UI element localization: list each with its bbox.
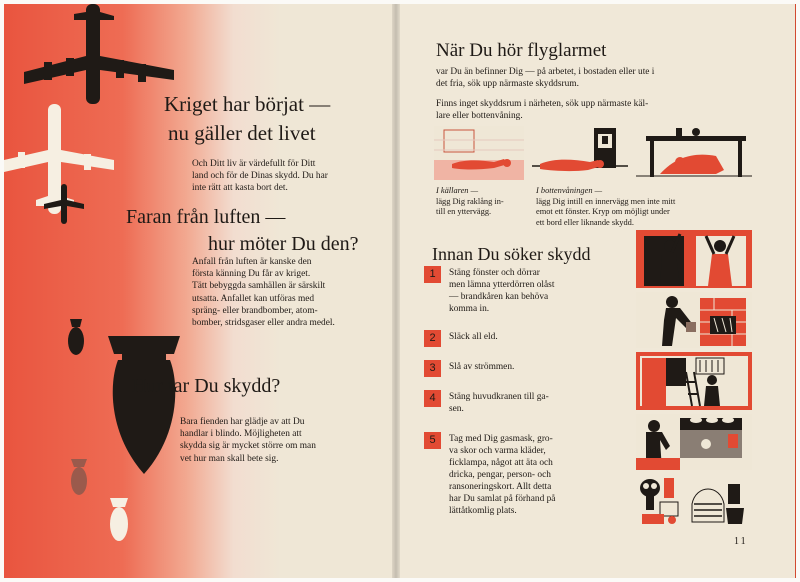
- closing-windows-illustration: [636, 230, 752, 288]
- turn-off-gas-illustration: [636, 414, 752, 470]
- air-danger-heading: Faran från luften — hur möter Du den?: [126, 206, 359, 255]
- shelter-heading: Hur tar Du skydd?: [132, 375, 281, 397]
- main-heading: Kriget har börjat — nu gäller det livet: [164, 92, 331, 145]
- before-shelter-heading: Innan Du söker skydd: [432, 244, 591, 264]
- bomber-plane-black-icon: [24, 4, 174, 104]
- booklet-spread: [4, 4, 796, 578]
- step-text: Slå av strömmen.: [449, 362, 515, 372]
- shelter-text: Bara fienden har glädje av att Du handlar i blindo. Möjligheten att skydda sig är mycket större om man vet hur man skall bete sig.: [180, 417, 316, 464]
- book-gutter: [392, 4, 400, 578]
- small-plane-icon: [44, 184, 84, 224]
- right-page: [400, 4, 796, 578]
- step-text: Stäng huvudkranen till ga- sen.: [449, 392, 549, 414]
- ground-floor-illustration: [532, 126, 628, 180]
- large-bomb-icon: [104, 336, 184, 476]
- cellar-illustration: [434, 126, 524, 180]
- left-page: [4, 4, 400, 578]
- intro-text: Och Ditt liv är värdefullt för Ditt land och för de Dinas skydd. Du har inte rätt att kasta bort det.: [192, 159, 328, 194]
- step-5: [424, 432, 604, 522]
- ground-floor-caption: I bottenvåningen — lägg Dig intill en innervägg men inte mitt emot ett fönster. Kryp om möjligt under ett bord eller liknande skydd.: [536, 186, 676, 227]
- step-1: [424, 266, 604, 322]
- air-danger-text: Anfall från luften är kanske den första känning Du får av kriget. Tätt bebyggda samhällen är särskilt utsatta. Anfallet kan utföras med spräng- eller brandbomber, atom- bomber, stridsgaser eller andra medel.: [192, 257, 335, 329]
- cellar-caption: I källaren — lägg Dig raklång in- till en yttervägg.: [436, 186, 504, 216]
- step-text: Stäng fönster och dörrar men lämna ytterdörren olåst — brandkåren kan behöva komma in.: [449, 268, 555, 314]
- step-text: Släck all eld.: [449, 332, 498, 342]
- switch-off-power-illustration: [636, 352, 752, 410]
- step-text: Tag med Dig gasmask, gro- va skor och varma kläder, ficklampa, något att äta och dricka, pengar, person- och ransoneringskort. Allt detta har Du samlat på förhand på lättåtkomlig plats.: [449, 434, 556, 516]
- step-number: 1: [424, 266, 441, 283]
- small-bomb-icon: [66, 319, 86, 359]
- step-4: [424, 390, 604, 418]
- air-alarm-text: var Du än befinner Dig — på arbetet, i bostaden eller ute i det fria, sök upp närmaste skyddsrum.: [436, 67, 655, 90]
- step-3: [424, 360, 604, 380]
- extinguish-fire-illustration: [636, 292, 752, 348]
- emergency-supplies-illustration: [636, 474, 752, 526]
- step-number: 3: [424, 360, 441, 377]
- step-2: [424, 330, 604, 350]
- air-alarm-heading: När Du hör flyglarmet: [436, 40, 607, 61]
- falling-bomb-pink-icon: [68, 459, 90, 499]
- no-shelter-text: Finns inget skyddsrum i närheten, sök upp närmaste käl- lare eller bottenvåning.: [436, 99, 649, 122]
- step-number: 4: [424, 390, 441, 407]
- cover-edge: [795, 0, 800, 582]
- step-number: 2: [424, 330, 441, 347]
- step-number: 5: [424, 432, 441, 449]
- falling-bomb-white-icon: [108, 498, 130, 544]
- under-table-illustration: [636, 126, 752, 180]
- page-number: 11: [734, 536, 748, 547]
